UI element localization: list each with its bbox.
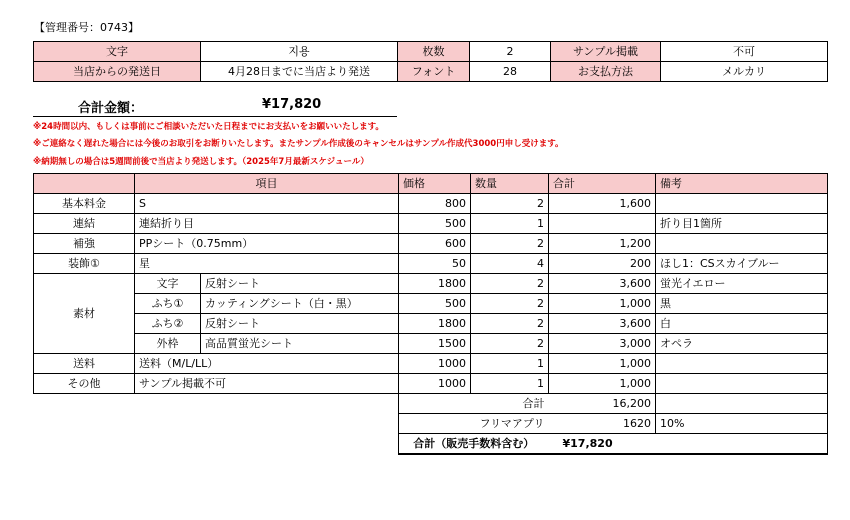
row-subcategory: ふち① [135,294,201,314]
row-item: 反射シート [201,274,399,294]
table-row [34,374,828,394]
header-remarks: 備考 [656,174,828,194]
row-category: その他 [34,374,135,394]
row-item: 反射シート [201,314,399,334]
label-font: フォント [398,62,470,82]
row-price: 1800 [399,314,471,334]
row-qty: 1 [471,354,549,374]
header-qty: 数量 [471,174,549,194]
row-subcategory: 外枠 [135,334,201,354]
value-font: 28 [470,62,551,82]
row-qty: 2 [471,314,549,334]
table-row [34,314,828,334]
row-total: 3,600 [549,314,656,334]
table-row [34,194,828,214]
row-price: 1000 [399,354,471,374]
row-category: 連結 [34,214,135,234]
row-note [656,354,828,374]
table-row [34,354,828,374]
label-ship-date: 当店からの発送日 [34,62,201,82]
row-total: 1,000 [549,374,656,394]
row-category: 装飾① [34,254,135,274]
row-category-material: 素材 [34,274,135,354]
row-qty: 2 [471,274,549,294]
label-sheets: 枚数 [398,42,470,62]
row-note: 白 [656,314,828,334]
summary-row [34,394,828,414]
row-qty: 2 [471,234,549,254]
total-amount-value: ¥17,820 [262,97,322,112]
fee-value: 1620 [549,414,656,434]
value-sheets: 2 [470,42,551,62]
row-total: 1,600 [549,194,656,214]
table-row [34,294,828,314]
row-price: 500 [399,214,471,234]
value-sample: 不可 [661,42,828,62]
row-price: 50 [399,254,471,274]
row-note: オペラ [656,334,828,354]
table-row [34,234,828,254]
row-item: カッティングシート（白・黒） [201,294,399,314]
row-price: 1000 [399,374,471,394]
label-payment: お支払方法 [551,62,661,82]
control-number: 【管理番号：0743】 [34,21,139,34]
row-total: 1,200 [549,234,656,254]
fee-label: フリマアプリ [399,414,549,434]
row-subcategory: ふち② [135,314,201,334]
row-note: 黒 [656,294,828,314]
row-category: 送料 [34,354,135,374]
label-text: 文字 [34,42,201,62]
row-category: 基本料金 [34,194,135,214]
items-table [33,173,828,455]
row-price: 1500 [399,334,471,354]
row-price: 500 [399,294,471,314]
row-note [656,194,828,214]
row-total: 1,000 [549,294,656,314]
row-price: 600 [399,234,471,254]
label-sample: サンプル掲載 [551,42,661,62]
row-subcategory: 文字 [135,274,201,294]
row-total: 3,000 [549,334,656,354]
row-item: 高品質蛍光シート [201,334,399,354]
row-note [656,374,828,394]
table-row [34,254,828,274]
summary-row [34,434,828,455]
row-item: サンプル掲載不可 [135,374,399,394]
total-amount-label: 合計金額： [78,101,144,116]
note-delivery: ※納期無しの場合は5週間前後で当店より発送します。（2025年7月最新スケジュール） [33,157,369,167]
row-note: ほし1：CSスカイブルー [656,254,828,274]
row-item: 送料（M/L/LL） [135,354,399,374]
row-qty: 2 [471,334,549,354]
table-row [34,274,828,294]
row-item: PPシート（0.75mm） [135,234,399,254]
row-qty: 1 [471,374,549,394]
note-cancel: ※ご連絡なく遅れた場合には今後のお取引をお断りいたします。またサンプル作成後のキャンセルはサンプル作成代3000円申し受けます。 [33,139,564,149]
fee-rate: 10% [656,414,828,434]
row-qty: 1 [471,214,549,234]
row-total: 3,600 [549,274,656,294]
order-info-table [33,41,828,82]
row-total: 1,000 [549,354,656,374]
subtotal-value: 16,200 [549,394,656,414]
row-item: S [135,194,399,214]
row-item: 連結折り目 [135,214,399,234]
grand-total-value: ¥17,820 [549,434,656,455]
value-text: 지용 [201,42,398,62]
row-note: 折り目1箇所 [656,214,828,234]
subtotal-label: 合計 [399,394,549,414]
header-price: 価格 [399,174,471,194]
header-category [34,174,135,194]
summary-row [34,414,828,434]
table-row [34,334,828,354]
row-qty: 2 [471,294,549,314]
row-item: 星 [135,254,399,274]
value-payment: メルカリ [661,62,828,82]
row-note [656,234,828,254]
header-item: 項目 [135,174,399,194]
grand-total-label: 合計（販売手数料含む） [399,434,549,455]
total-underline [33,116,397,117]
row-qty: 4 [471,254,549,274]
row-category: 補強 [34,234,135,254]
row-qty: 2 [471,194,549,214]
row-note: 蛍光イエロー [656,274,828,294]
header-total: 合計 [549,174,656,194]
row-price: 1800 [399,274,471,294]
value-ship-date: 4月28日までに当店より発送 [201,62,398,82]
note-payment: ※24時間以内、もしくは事前にご相談いただいた日程までにお支払いをお願いいたします。 [33,122,384,132]
row-total [549,214,656,234]
row-price: 800 [399,194,471,214]
table-row [34,214,828,234]
row-total: 200 [549,254,656,274]
